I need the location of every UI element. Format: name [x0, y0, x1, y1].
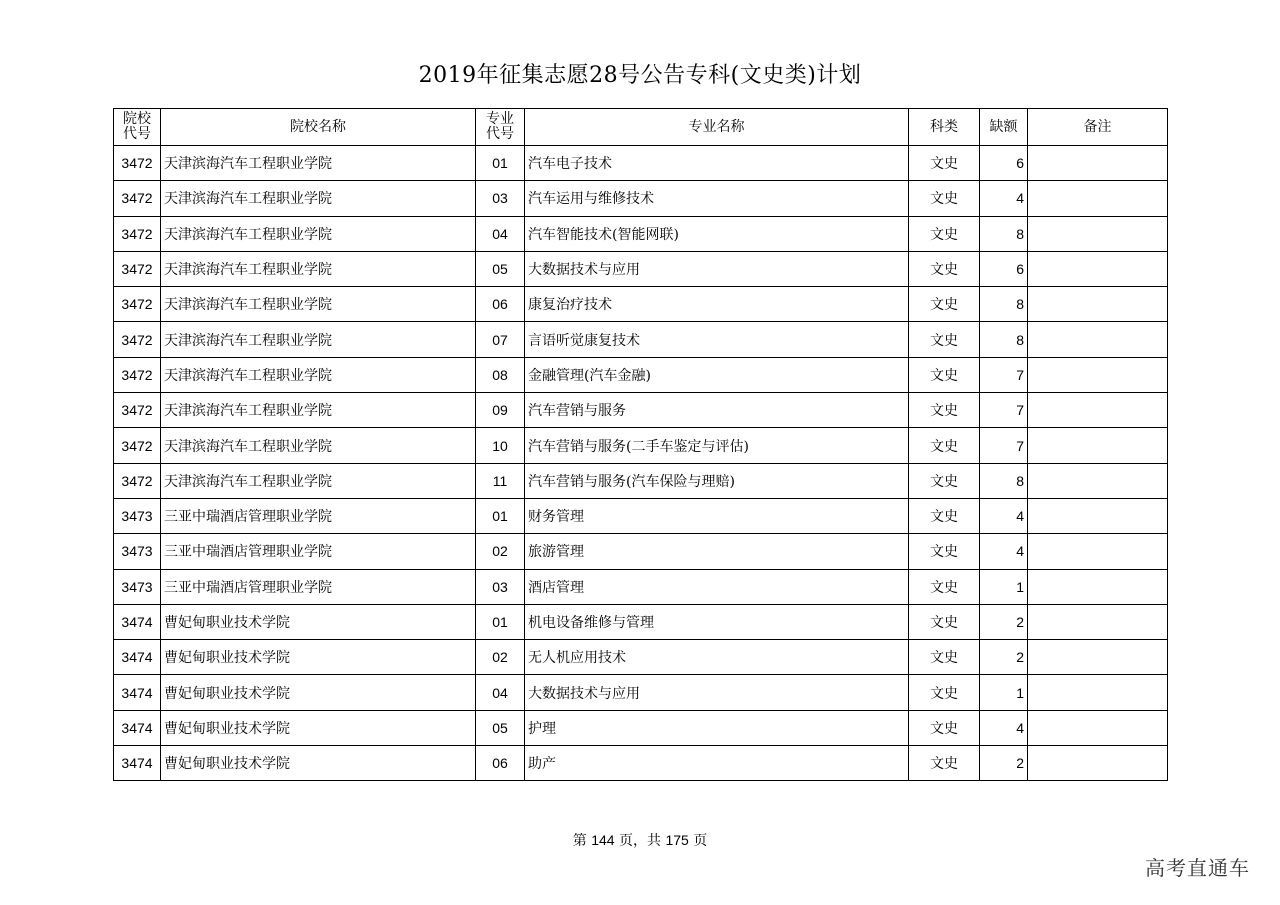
cell-major-code: 02: [476, 640, 525, 675]
cell-note: [1028, 428, 1168, 463]
footer-middle: 页，共: [619, 833, 661, 849]
cell-vacancy: 7: [980, 357, 1028, 392]
cell-note: [1028, 146, 1168, 181]
cell-note: [1028, 710, 1168, 745]
cell-category: 文史: [909, 393, 980, 428]
table-row: [114, 216, 1168, 251]
cell-school-name: 三亚中瑞酒店管理职业学院: [161, 569, 476, 604]
table-body: [114, 146, 1168, 781]
header-school-name: 院校名称: [161, 109, 476, 146]
cell-note: [1028, 393, 1168, 428]
table-row: [114, 146, 1168, 181]
cell-category: 文史: [909, 428, 980, 463]
cell-note: [1028, 569, 1168, 604]
cell-major-name: 酒店管理: [525, 569, 909, 604]
cell-major-code: 06: [476, 287, 525, 322]
cell-school-code: 3474: [114, 710, 161, 745]
cell-school-name: 曹妃甸职业技术学院: [161, 604, 476, 639]
cell-major-name: 无人机应用技术: [525, 640, 909, 675]
cell-vacancy: 4: [980, 181, 1028, 216]
table-row: [114, 393, 1168, 428]
cell-school-code: 3474: [114, 675, 161, 710]
header-major-name: 专业名称: [525, 109, 909, 146]
cell-school-code: 3473: [114, 534, 161, 569]
table-row: [114, 569, 1168, 604]
header-note: 备注: [1028, 109, 1168, 146]
cell-school-code: 3474: [114, 604, 161, 639]
cell-school-name: 曹妃甸职业技术学院: [161, 640, 476, 675]
cell-school-name: 三亚中瑞酒店管理职业学院: [161, 498, 476, 533]
document-title: 2019年征集志愿28号公告专科(文史类)计划: [418, 63, 862, 88]
cell-vacancy: 2: [980, 746, 1028, 781]
cell-note: [1028, 287, 1168, 322]
cell-vacancy: 6: [980, 146, 1028, 181]
cell-school-name: 曹妃甸职业技术学院: [161, 675, 476, 710]
table-header-row: [114, 109, 1168, 146]
cell-school-name: 天津滨海汽车工程职业学院: [161, 357, 476, 392]
cell-note: [1028, 322, 1168, 357]
cell-major-code: 04: [476, 675, 525, 710]
cell-category: 文史: [909, 746, 980, 781]
cell-major-code: 11: [476, 463, 525, 498]
cell-note: [1028, 463, 1168, 498]
cell-vacancy: 2: [980, 604, 1028, 639]
cell-major-name: 汽车营销与服务(汽车保险与理赔): [525, 463, 909, 498]
cell-category: 文史: [909, 710, 980, 745]
cell-major-name: 汽车营销与服务: [525, 393, 909, 428]
cell-major-code: 06: [476, 746, 525, 781]
cell-vacancy: 7: [980, 428, 1028, 463]
cell-vacancy: 4: [980, 710, 1028, 745]
cell-major-code: 01: [476, 498, 525, 533]
table-row: [114, 428, 1168, 463]
cell-major-name: 旅游管理: [525, 534, 909, 569]
header-school-code: [114, 109, 161, 146]
cell-note: [1028, 498, 1168, 533]
cell-major-name: 财务管理: [525, 498, 909, 533]
cell-major-code: 03: [476, 181, 525, 216]
cell-school-name: 天津滨海汽车工程职业学院: [161, 463, 476, 498]
cell-vacancy: 6: [980, 251, 1028, 286]
cell-school-name: 天津滨海汽车工程职业学院: [161, 322, 476, 357]
watermark: 高考直通车: [1145, 856, 1250, 880]
cell-major-code: 03: [476, 569, 525, 604]
cell-school-name: 天津滨海汽车工程职业学院: [161, 251, 476, 286]
footer-page-number: 144: [591, 832, 615, 848]
cell-school-code: 3472: [114, 181, 161, 216]
cell-major-code: 05: [476, 710, 525, 745]
table-row: [114, 710, 1168, 745]
cell-major-name: 机电设备维修与管理: [525, 604, 909, 639]
cell-category: 文史: [909, 146, 980, 181]
cell-major-name: 言语听觉康复技术: [525, 322, 909, 357]
cell-note: [1028, 534, 1168, 569]
cell-school-name: 曹妃甸职业技术学院: [161, 746, 476, 781]
cell-vacancy: 1: [980, 569, 1028, 604]
cell-note: [1028, 216, 1168, 251]
cell-school-code: 3472: [114, 146, 161, 181]
cell-school-name: 天津滨海汽车工程职业学院: [161, 146, 476, 181]
header-vacancy: 缺额: [980, 109, 1028, 146]
cell-school-name: 天津滨海汽车工程职业学院: [161, 216, 476, 251]
cell-vacancy: 4: [980, 534, 1028, 569]
table-row: [114, 604, 1168, 639]
cell-vacancy: 8: [980, 322, 1028, 357]
cell-school-name: 天津滨海汽车工程职业学院: [161, 428, 476, 463]
cell-school-code: 3474: [114, 640, 161, 675]
cell-category: 文史: [909, 569, 980, 604]
cell-category: 文史: [909, 357, 980, 392]
table-row: [114, 498, 1168, 533]
cell-major-name: 汽车运用与维修技术: [525, 181, 909, 216]
cell-major-name: 汽车智能技术(智能网联): [525, 216, 909, 251]
cell-major-name: 大数据技术与应用: [525, 675, 909, 710]
cell-major-code: 10: [476, 428, 525, 463]
cell-note: [1028, 640, 1168, 675]
footer-total-pages: 175: [665, 832, 689, 848]
table-row: [114, 675, 1168, 710]
table-row: [114, 322, 1168, 357]
cell-school-name: 曹妃甸职业技术学院: [161, 710, 476, 745]
footer-suffix: 页: [693, 833, 708, 849]
cell-school-name: 三亚中瑞酒店管理职业学院: [161, 534, 476, 569]
cell-note: [1028, 357, 1168, 392]
cell-major-code: 04: [476, 216, 525, 251]
header-major-code-line1: 专业: [486, 111, 514, 127]
cell-major-name: 金融管理(汽车金融): [525, 357, 909, 392]
table-row: [114, 746, 1168, 781]
cell-note: [1028, 251, 1168, 286]
cell-category: 文史: [909, 181, 980, 216]
cell-major-code: 01: [476, 146, 525, 181]
cell-note: [1028, 675, 1168, 710]
cell-category: 文史: [909, 251, 980, 286]
cell-vacancy: 8: [980, 216, 1028, 251]
cell-school-code: 3472: [114, 357, 161, 392]
cell-major-code: 09: [476, 393, 525, 428]
cell-vacancy: 1: [980, 675, 1028, 710]
cell-category: 文史: [909, 498, 980, 533]
header-school-code-line2: 代号: [123, 126, 151, 142]
cell-major-name: 汽车电子技术: [525, 146, 909, 181]
table-row: [114, 534, 1168, 569]
cell-note: [1028, 604, 1168, 639]
cell-school-code: 3473: [114, 569, 161, 604]
cell-school-name: 天津滨海汽车工程职业学院: [161, 287, 476, 322]
cell-major-code: 08: [476, 357, 525, 392]
plan-table: [113, 108, 1168, 781]
table-row: [114, 251, 1168, 286]
cell-major-code: 01: [476, 604, 525, 639]
table-row: [114, 357, 1168, 392]
cell-note: [1028, 746, 1168, 781]
header-category: 科类: [909, 109, 980, 146]
cell-category: 文史: [909, 322, 980, 357]
cell-category: 文史: [909, 463, 980, 498]
cell-school-code: 3472: [114, 251, 161, 286]
cell-major-name: 大数据技术与应用: [525, 251, 909, 286]
cell-note: [1028, 181, 1168, 216]
cell-category: 文史: [909, 675, 980, 710]
cell-category: 文史: [909, 216, 980, 251]
cell-major-code: 05: [476, 251, 525, 286]
cell-vacancy: 2: [980, 640, 1028, 675]
cell-major-name: 汽车营销与服务(二手车鉴定与评估): [525, 428, 909, 463]
cell-school-name: 天津滨海汽车工程职业学院: [161, 393, 476, 428]
cell-category: 文史: [909, 604, 980, 639]
table-row: [114, 463, 1168, 498]
cell-vacancy: 8: [980, 287, 1028, 322]
cell-school-code: 3474: [114, 746, 161, 781]
cell-major-name: 康复治疗技术: [525, 287, 909, 322]
header-major-code: [476, 109, 525, 146]
cell-school-code: 3473: [114, 498, 161, 533]
page-footer: [0, 830, 1280, 850]
cell-category: 文史: [909, 640, 980, 675]
table-row: [114, 640, 1168, 675]
footer-prefix: 第: [572, 833, 587, 849]
header-major-code-line2: 代号: [486, 126, 514, 142]
table-row: [114, 181, 1168, 216]
cell-major-code: 02: [476, 534, 525, 569]
cell-major-code: 07: [476, 322, 525, 357]
table-row: [114, 287, 1168, 322]
cell-category: 文史: [909, 287, 980, 322]
header-school-code-line1: 院校: [123, 111, 151, 127]
cell-vacancy: 8: [980, 463, 1028, 498]
cell-category: 文史: [909, 534, 980, 569]
cell-school-code: 3472: [114, 428, 161, 463]
cell-vacancy: 4: [980, 498, 1028, 533]
cell-school-code: 3472: [114, 216, 161, 251]
cell-major-name: 助产: [525, 746, 909, 781]
cell-school-code: 3472: [114, 393, 161, 428]
cell-school-code: 3472: [114, 322, 161, 357]
cell-vacancy: 7: [980, 393, 1028, 428]
cell-major-name: 护理: [525, 710, 909, 745]
cell-school-code: 3472: [114, 287, 161, 322]
cell-school-name: 天津滨海汽车工程职业学院: [161, 181, 476, 216]
cell-school-code: 3472: [114, 463, 161, 498]
